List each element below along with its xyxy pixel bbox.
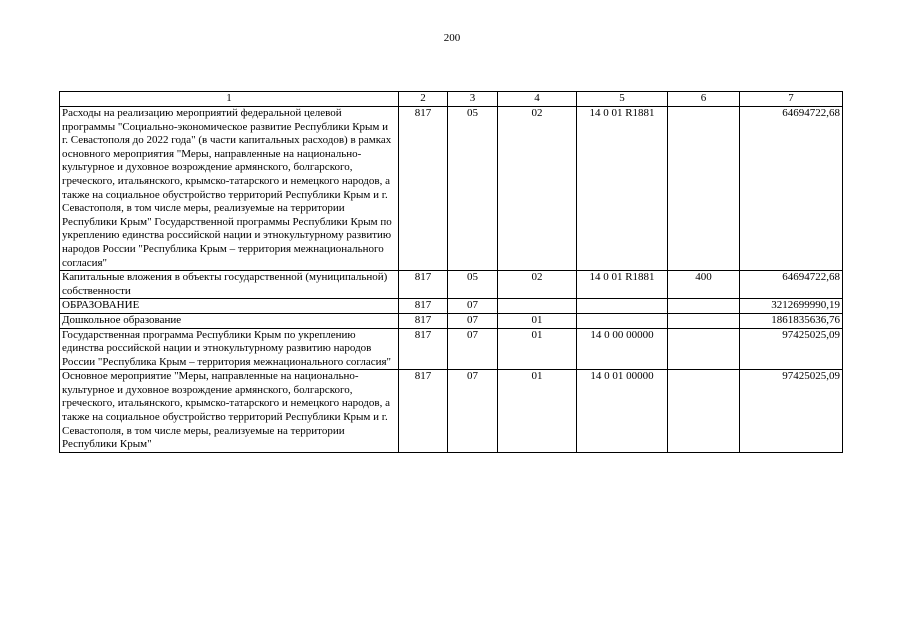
table-row	[60, 328, 843, 370]
header-cell-1: 1	[60, 92, 399, 107]
row-section: 07	[448, 328, 498, 370]
header-cell-2: 2	[399, 92, 448, 107]
row-section: 07	[448, 370, 498, 453]
row-name: Капитальные вложения в объекты государственной (муниципальной) собственности	[60, 271, 399, 299]
header-cell-7: 7	[740, 92, 843, 107]
row-amount: 3212699990,19	[740, 299, 843, 314]
row-target-code	[577, 313, 668, 328]
row-target-code: 14 0 00 00000	[577, 328, 668, 370]
row-subsection: 02	[498, 271, 577, 299]
header-cell-6: 6	[668, 92, 740, 107]
row-grbs: 817	[399, 328, 448, 370]
row-name: ОБРАЗОВАНИЕ	[60, 299, 399, 314]
row-name: Дошкольное образование	[60, 313, 399, 328]
row-amount: 1861835636,76	[740, 313, 843, 328]
row-expense-type	[668, 313, 740, 328]
row-amount: 97425025,09	[740, 370, 843, 453]
table-row	[60, 370, 843, 453]
table-row	[60, 313, 843, 328]
row-subsection: 01	[498, 313, 577, 328]
row-target-code: 14 0 01 R1881	[577, 271, 668, 299]
row-amount: 64694722,68	[740, 271, 843, 299]
row-section: 05	[448, 107, 498, 271]
row-expense-type	[668, 328, 740, 370]
row-subsection	[498, 299, 577, 314]
row-subsection: 02	[498, 107, 577, 271]
row-grbs: 817	[399, 313, 448, 328]
row-name: Расходы на реализацию мероприятий федеральной целевой программы "Социально-экономическое развитие Республики Крым и г. Севастополя до 2022 года" (в части капитальных расходов) в рамках основного мероприятия "Меры, направленные на национально-культурное и духовное возрождение армянского, болгарского, греческого, итальянского, крымско-татарского и немецкого народов, а также на социальное обустройство территорий Республики Крым и г. Севастополя, в том числе меры, реализуемые на территории Республики Крым" Государственной программы Республики Крым по укреплению единства российской нации и этнокультурному развитию народов России "Республика Крым – территория межнационального согласия"	[60, 107, 399, 271]
row-expense-type	[668, 107, 740, 271]
row-section: 07	[448, 313, 498, 328]
row-target-code: 14 0 01 00000	[577, 370, 668, 453]
row-name: Основное мероприятие "Меры, направленные на национально-культурное и духовное возрождение армянского, болгарского, греческого, итальянского, крымско-татарского и немецкого народов, а также на социальное обустройство территорий Республики Крым и г. Севастополя, в том числе меры, реализуемые на территории Республики Крым"	[60, 370, 399, 453]
row-grbs: 817	[399, 299, 448, 314]
header-cell-5: 5	[577, 92, 668, 107]
row-grbs: 817	[399, 107, 448, 271]
table-row	[60, 107, 843, 271]
row-subsection: 01	[498, 328, 577, 370]
row-subsection: 01	[498, 370, 577, 453]
row-expense-type: 400	[668, 271, 740, 299]
row-section: 05	[448, 271, 498, 299]
header-cell-4: 4	[498, 92, 577, 107]
header-cell-3: 3	[448, 92, 498, 107]
page-number: 200	[443, 32, 461, 44]
row-amount: 97425025,09	[740, 328, 843, 370]
table-header-row	[60, 92, 843, 107]
row-expense-type	[668, 370, 740, 453]
row-name: Государственная программа Республики Крым по укреплению единства российской нации и этнокультурному развитию народов России "Республика Крым – территория межнационального согласия"	[60, 328, 399, 370]
row-amount: 64694722,68	[740, 107, 843, 271]
budget-table	[59, 91, 843, 453]
table-row	[60, 299, 843, 314]
row-grbs: 817	[399, 370, 448, 453]
row-target-code: 14 0 01 R1881	[577, 107, 668, 271]
row-expense-type	[668, 299, 740, 314]
table-row	[60, 271, 843, 299]
row-grbs: 817	[399, 271, 448, 299]
row-target-code	[577, 299, 668, 314]
row-section: 07	[448, 299, 498, 314]
